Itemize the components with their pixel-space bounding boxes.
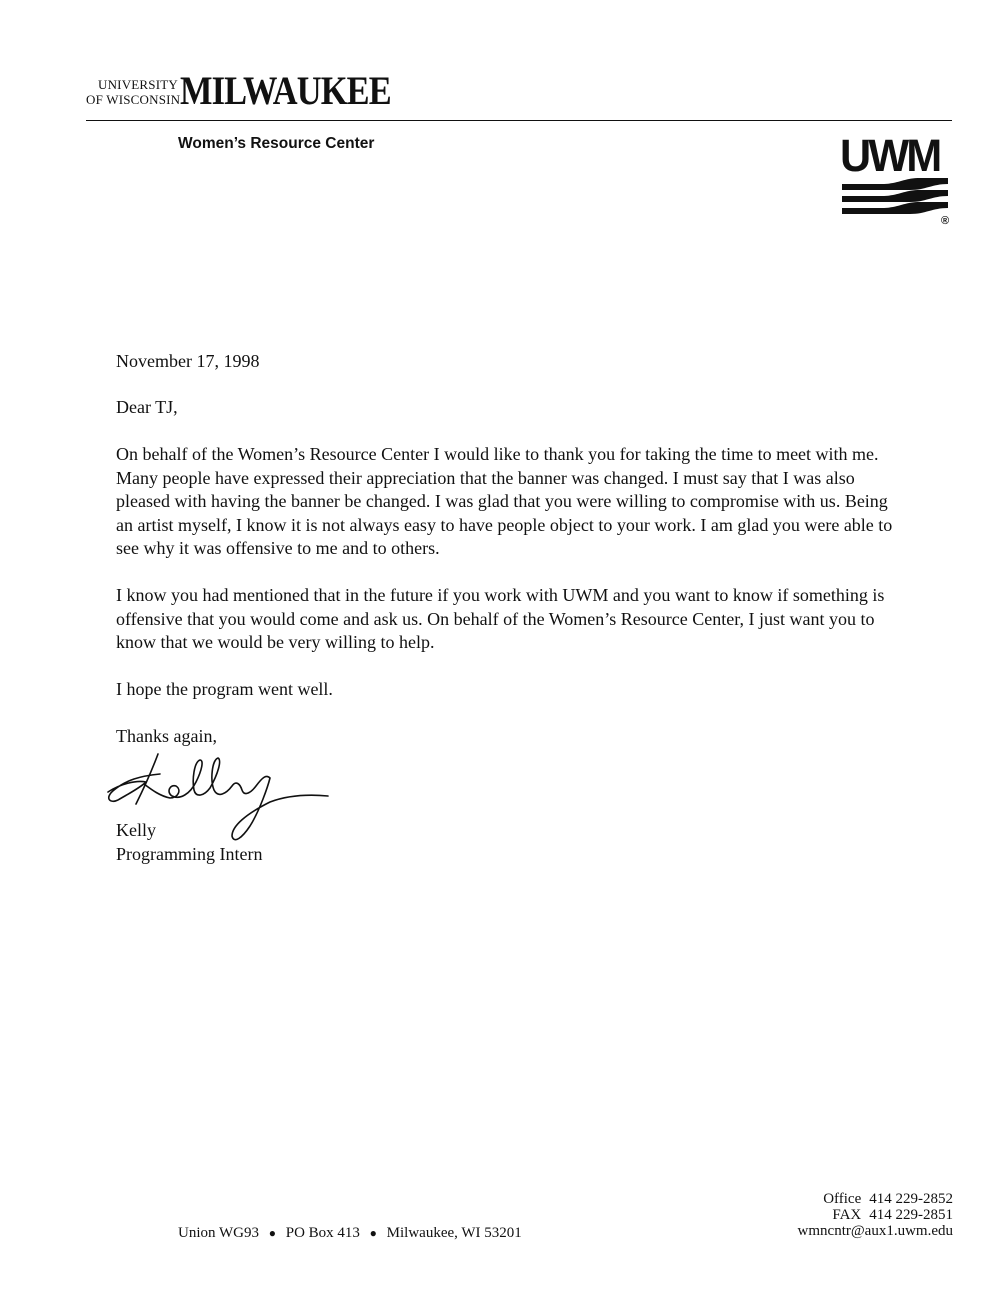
fax-phone: 414 229-2851: [869, 1207, 953, 1223]
uwm-flag-icon: [840, 178, 955, 228]
footer-address: [178, 1225, 522, 1241]
fax-label: FAX: [832, 1207, 862, 1223]
registered-mark: ®: [941, 215, 950, 227]
fax-line: [798, 1207, 953, 1223]
body-paragraph-1: On behalf of the Women’s Resource Center I would like to thank you for taking the time to meet with me. Many people have expressed their appreciation that the banner was changed. I must say that I was also pleased with having the banner be changed. I was glad that you were willing to compromise with us. Being an artist myself, I know it is not always easy to have people object to your work. I am glad you were able to see why it was offensive to me and to others.: [116, 444, 893, 558]
footer-contact: [798, 1191, 953, 1239]
office-label: Office: [823, 1191, 862, 1207]
email-address: wmncntr@aux1.uwm.edu: [797, 1223, 953, 1239]
body-paragraph-2: I know you had mentioned that in the future if you work with UWM and you want to know if something is offensive that you would come and ask us. On behalf of the Women’s Resource Center, I just want you to know that we would be very willing to help.: [116, 585, 885, 652]
salutation: Dear TJ,: [116, 397, 178, 417]
office-phone-line: [798, 1191, 953, 1207]
uwm-logo: [840, 130, 955, 228]
address-line-building: Union WG93: [178, 1225, 259, 1241]
uwm-logo-text: UWM: [840, 130, 940, 181]
university-line-2: OF WISCONSIN: [86, 92, 181, 107]
signer-title: Programming Intern: [116, 844, 263, 864]
address-line-city: Milwaukee, WI 53201: [386, 1225, 522, 1241]
bullet-icon: ●: [369, 1226, 377, 1240]
body-paragraph-3: I hope the program went well.: [116, 679, 333, 699]
bullet-icon: ●: [268, 1226, 276, 1240]
office-phone: 414 229-2852: [869, 1191, 953, 1207]
signer-name: Kelly: [116, 820, 156, 840]
department-name: Women’s Resource Center: [178, 135, 375, 152]
university-name: MILWAUKEE: [180, 68, 391, 113]
university-line-1: UNIVERSITY: [98, 77, 178, 92]
letter-date: November 17, 1998: [116, 351, 260, 371]
address-line-pobox: PO Box 413: [285, 1225, 360, 1241]
letterhead-rule: [86, 120, 952, 121]
closing: Thanks again,: [116, 726, 217, 746]
